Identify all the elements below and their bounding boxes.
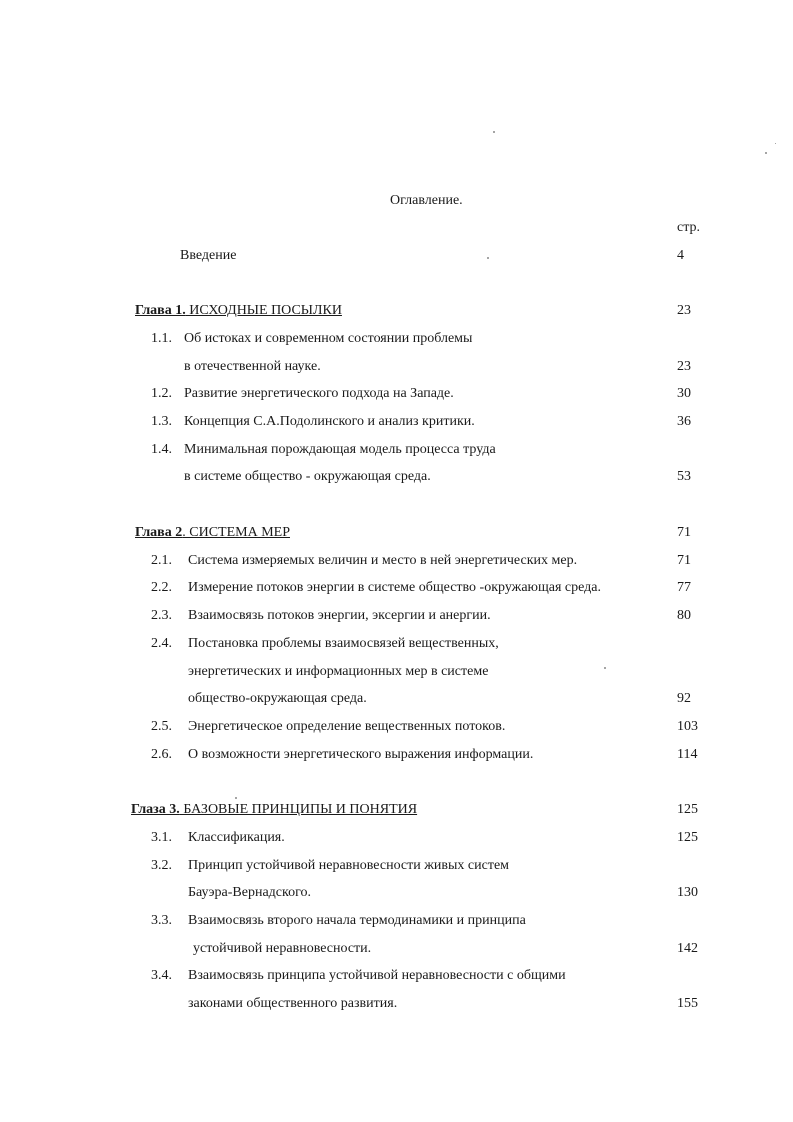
section-title-cont: устойчивой неравновесности. <box>193 941 372 956</box>
chapter-3-heading: Глаза 3. БАЗОВЫЕ ПРИНЦИПЫ И ПОНЯТИЯ <box>131 802 418 817</box>
scan-speck <box>487 257 489 259</box>
section-title-cont: законами общественного развития. <box>188 996 398 1011</box>
section-page: 130 <box>677 885 698 900</box>
section-title: Взаимосвязь второго начала термодинамики и принципа <box>188 913 526 928</box>
section-page: 92 <box>677 691 691 706</box>
scan-speck <box>493 131 495 133</box>
intro-label: Введение <box>180 248 237 263</box>
section-page: 71 <box>677 553 691 568</box>
section-page: 125 <box>677 830 698 845</box>
chapter-1-heading: Глава 1. ИСХОДНЫЕ ПОСЫЛКИ <box>135 303 342 318</box>
section-number: 3.4. <box>151 968 172 983</box>
scan-speck <box>765 152 767 154</box>
section-title: Концепция С.А.Подолинского и анализ критики. <box>184 414 475 429</box>
chapter-3-page: 125 <box>677 802 698 817</box>
section-title-cont: в отечественной науке. <box>184 359 321 374</box>
section-number: 2.1. <box>151 553 172 568</box>
page-column-label: стр. <box>677 220 701 235</box>
section-number: 1.1. <box>151 331 172 346</box>
section-title: Развитие энергетического подхода на Западе. <box>184 386 454 401</box>
section-page: 155 <box>677 996 698 1011</box>
section-title: Измерение потоков энергии в системе общество -окружающая среда. <box>188 580 602 595</box>
section-page: 80 <box>677 608 691 623</box>
section-number: 2.5. <box>151 719 172 734</box>
section-title: Взаимосвязь потоков энергии, эксергии и анергии. <box>188 608 491 623</box>
section-title: Система измеряемых величин и место в ней энергетических мер. <box>188 553 578 568</box>
toc-title: Оглавление. <box>390 193 463 208</box>
section-title: Взаимосвязь принципа устойчивой неравновесности с общими <box>188 968 566 983</box>
section-page: 36 <box>677 414 691 429</box>
section-number: 3.2. <box>151 858 172 873</box>
section-number: 1.4. <box>151 442 172 457</box>
intro-page: 4 <box>677 248 684 263</box>
section-page: 30 <box>677 386 691 401</box>
section-number: 1.2. <box>151 386 172 401</box>
section-page: 77 <box>677 580 691 595</box>
section-page: 23 <box>677 359 691 374</box>
section-title-cont: Бауэра-Вернадского. <box>188 885 312 900</box>
section-title: Постановка проблемы взаимосвязей вещественных, <box>188 636 499 651</box>
section-number: 2.3. <box>151 608 172 623</box>
section-number: 3.1. <box>151 830 172 845</box>
chapter-1-page: 23 <box>677 303 691 318</box>
section-title: О возможности энергетического выражения информации. <box>188 747 534 762</box>
section-title: Энергетическое определение вещественных потоков. <box>188 719 506 734</box>
section-title: Принцип устойчивой неравновесности живых систем <box>188 858 510 873</box>
section-page: 142 <box>677 941 698 956</box>
section-number: 1.3. <box>151 414 172 429</box>
section-number: 3.3. <box>151 913 172 928</box>
section-title: Об истоках и современном состоянии проблемы <box>184 331 473 346</box>
section-title: Классификация. <box>188 830 285 845</box>
section-title: Минимальная порождающая модель процесса труда <box>184 442 496 457</box>
chapter-2-page: 71 <box>677 525 691 540</box>
scan-speck <box>775 143 776 144</box>
section-page: 103 <box>677 719 698 734</box>
scan-speck <box>604 667 606 669</box>
section-number: 2.4. <box>151 636 172 651</box>
chapter-2-heading: Глава 2. СИСТЕМА МЕР <box>135 525 290 540</box>
section-number: 2.6. <box>151 747 172 762</box>
section-number: 2.2. <box>151 580 172 595</box>
section-page: 53 <box>677 469 691 484</box>
scan-speck <box>235 797 237 799</box>
section-title-cont: общество-окружающая среда. <box>188 691 367 706</box>
section-page: 114 <box>677 747 698 762</box>
section-title-cont: энергетических и информационных мер в системе <box>188 664 489 679</box>
section-title-cont: в системе общество - окружающая среда. <box>184 469 431 484</box>
